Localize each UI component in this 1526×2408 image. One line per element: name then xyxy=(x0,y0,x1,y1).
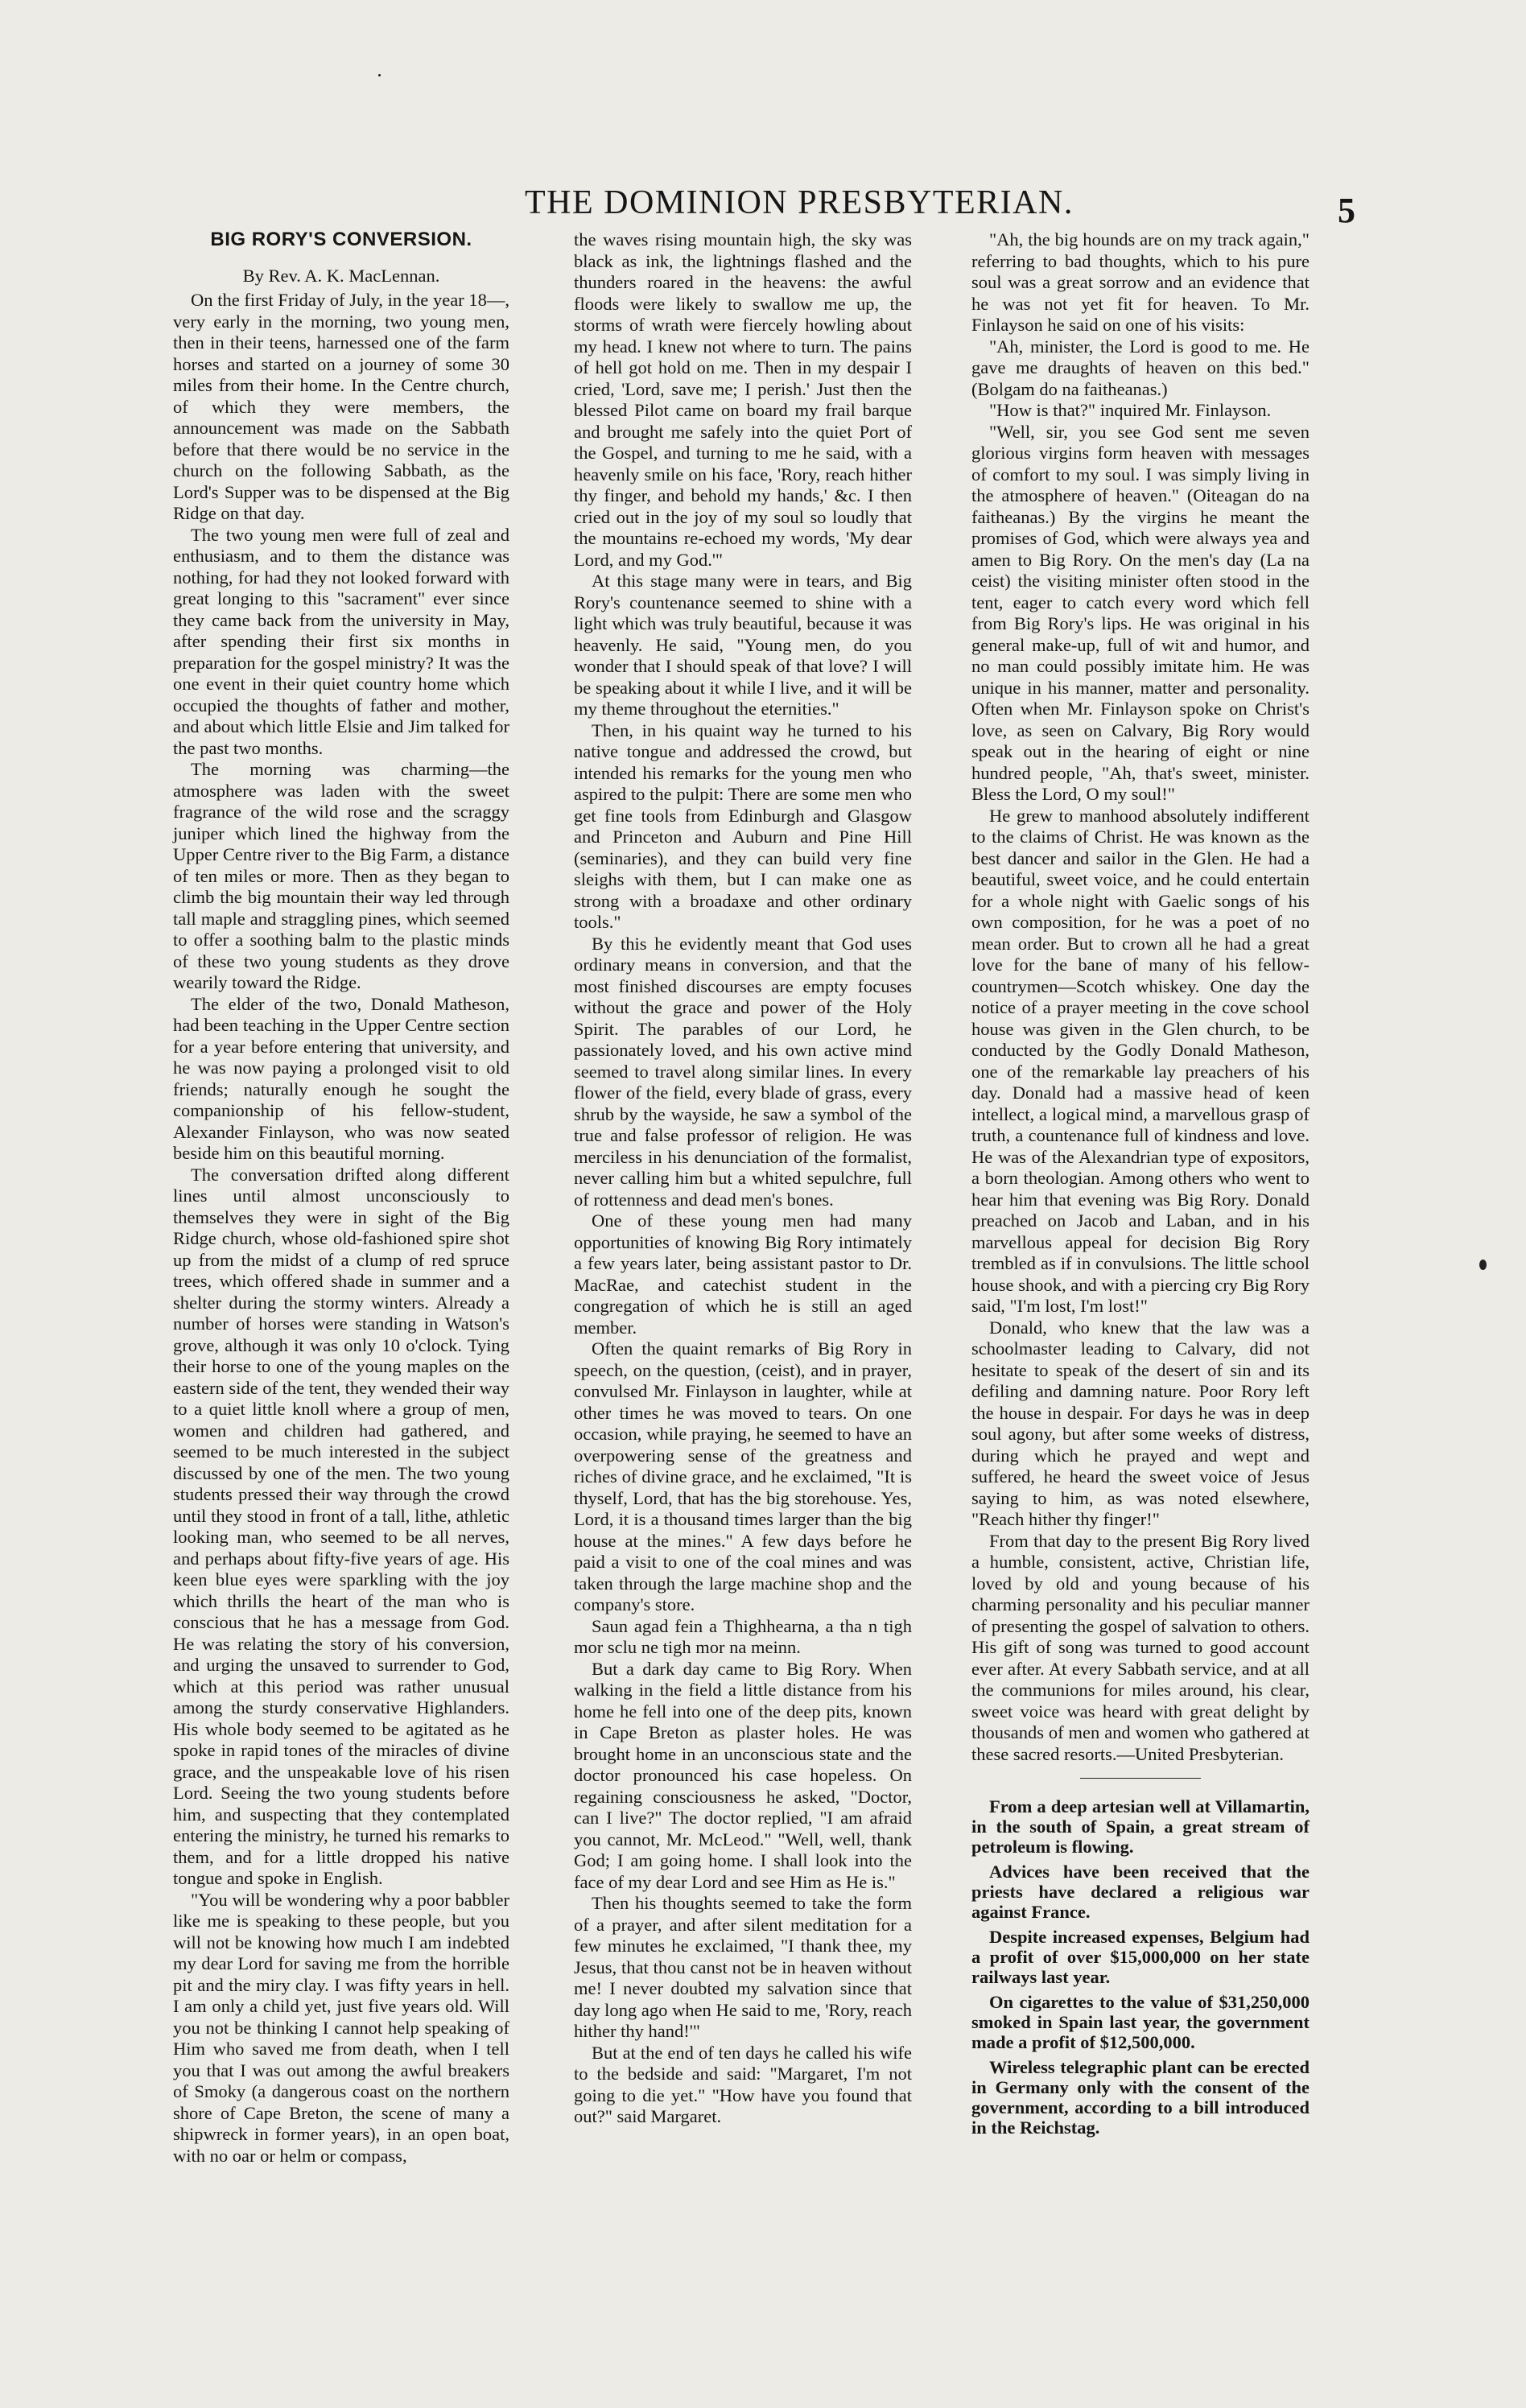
paragraph: But at the end of ten days he called his wife to the bedside and said: "Margaret, I'm not going to die yet." "How have you found that out?" said Margaret. xyxy=(574,2042,912,2126)
ink-speck xyxy=(378,74,381,76)
column-3 xyxy=(971,229,1309,2138)
section-divider xyxy=(1080,1778,1201,1779)
news-item: From a deep artesian well at Villamartin, in the south of Spain, a great stream of petroleum is flowing. xyxy=(971,1796,1309,1857)
news-item: Wireless telegraphic plant can be erected in Germany only with the consent of the government, according to a bill introduced in the Reichstag. xyxy=(971,2057,1309,2138)
paragraph: On the first Friday of July, in the year 18—, very early in the morning, two young men, then in their teens, harnessed one of the farm horses and started on a journey of some 30 miles from their home. In the Centre church, of which they were members, the announcement was made on the Sabbath before that there would be no service in the church on the following Sabbath, as the Lord's Supper was to be dispensed at the Big Ridge on that day. xyxy=(173,290,509,523)
column-2 xyxy=(574,229,912,2128)
paragraph: Then, in his quaint way he turned to his native tongue and addressed the crowd, but intended his remarks for the young men who aspired to the pulpit: There are some men who get fine tools from Edinburgh and Glasgow and Princeton and Auburn and Pine Hill (seminaries), and they can build very fine sleighs with them, but I can make one as strong with a broadaxe and other ordinary tools." xyxy=(574,720,912,932)
news-briefs xyxy=(971,1796,1309,2138)
paragraph: But a dark day came to Big Rory. When walking in the field a little distance from his home he fell into one of the deep pits, known in Cape Breton as plaster holes. He was brought home in an unconscious state and the doctor pronounced his case hopeless. On regaining consciousness he asked, "Doctor, can I live?" The doctor replied, "I am afraid you cannot, Mr. McLeod." "Well, well, thank God; I am going home. I shall look into the face of my dear Lord and see Him as He is." xyxy=(574,1658,912,1892)
gaelic-paragraph: Saun agad fein a Thighhearna, a tha n tigh mor sclu ne tigh mor na meinn. xyxy=(574,1615,912,1657)
paragraph: "Ah, minister, the Lord is good to me. He gave me draughts of heaven on this bed." (Bolgam do na faitheanas.) xyxy=(971,336,1309,399)
news-item: Despite increased expenses, Belgium had a profit of over $15,000,000 on her state railways last year. xyxy=(971,1927,1309,1987)
page-number: 5 xyxy=(1338,191,1355,230)
paragraph: The conversation drifted along different lines until almost unconsciously to themselves they were in sight of the Big Ridge church, whose old-fashioned spire shot up from the midst of a clump of red spruce trees, which offered shade in summer and a shelter during the stormy winters. Already a number of horses were standing in Watson's grove, although it was only 10 o'clock. Tying their horse to one of the young maples on the eastern side of the tent, they wended their way to a quiet little knoll where a group of men, women and children had gathered, and seemed to be much interested in the subject discussed by one of the men. The two young students pressed their way through the crowd until they stood in front of a tall, lithe, athletic looking man, who seemed to be all nerves, and perhaps about fifty-five years of age. His keen blue eyes were sparkling with the joy which thrills the heart of the man who is conscious that he has a message from God. He was relating the story of his conversion, and urging the unsaved to surrender to God, which at this period was rather unusual among the sturdy conservative Highlanders. His whole body seemed to be agitated as he spoke in rapid tones of the miracles of divine grace, and the unspeakable love of his risen Lord. Seeing the two young students before him, and suspecting that they contemplated entering the ministry, he turned his remarks to them, and for a little dropped his native tongue and spoke in English. xyxy=(173,1164,509,1888)
paragraph: Donald, who knew that the law was a schoolmaster leading to Calvary, did not hesitate to speak of the desert of sin and its defiling and damning nature. Poor Rory left the house in despair. For days he was in deep soul agony, but after some weeks of distress, during which he prayed and wept and suffered, he heard the sweet voice of Jesus saying to him, as was noted elsewhere, "Reach hither thy finger!" xyxy=(971,1317,1309,1529)
paragraph: The elder of the two, Donald Matheson, had been teaching in the Upper Centre section for a year before entering that university, and he was now paying a prolonged visit to old friends; naturally enough he sought the companionship of his fellow-student, Alexander Finlayson, who was now seated beside him on this beautiful morning. xyxy=(173,993,509,1163)
column-1 xyxy=(173,229,509,2167)
paragraph: The morning was charming—the atmosphere was laden with the sweet fragrance of the wild rose and the scraggy juniper which lined the highway from the Upper Centre river to the Big Farm, a distance of ten miles or more. Then as they began to climb the big mountain their way led through tall maple and straggling pines, which seemed to offer a soothing balm to the plastic minds of these two young students as they drove wearily toward the Ridge. xyxy=(173,759,509,992)
article-title: BIG RORY'S CONVERSION. xyxy=(210,229,472,250)
paragraph: He grew to manhood absolutely indifferent to the claims of Christ. He was known as the best dancer and sailor in the Glen. He had a beautiful, sweet voice, and he could entertain for a whole night with Gaelic songs of his own composition, for he was a poet of no mean order. But to crown all he had a great love for the bane of many of his fellow-countrymen—Scotch whiskey. One day the notice of a prayer meeting in the cove school house was given in the Glen church, to be conducted by the Godly Donald Matheson, one of the remarkable lay preachers of his day. Donald had a massive head of keen intellect, a logical mind, a marvellous grasp of truth, a countenance full of kindness and love. He was of the Alexandrian type of expositors, a born theologian. Among others who went to hear him that evening was Big Rory. Donald preached on Jacob and Laban, and in his marvellous appeal for decision Big Rory trembled as if in convulsions. The little school house shook, and with a piercing cry Big Rory said, "I'm lost, I'm lost!" xyxy=(971,805,1309,1316)
paragraph: the waves rising mountain high, the sky was black as ink, the lightnings flashed and the thunders roared in the heavens: the awful floods were likely to swallow me up, the storms of wrath were fiercely howling about my head. I knew not where to turn. The pains of hell got hold on me. Then in my despair I cried, 'Lord, save me; I perish.' Just then the blessed Pilot came on board my frail barque and brought me safely into the quiet Port of the Gospel, and turning to me he said, with a heavenly smile on his face, 'Rory, reach hither thy finger, and behold my hands,' &c. I then cried out in the joy of my soul so loudly that the mountains re-echoed my words, 'My dear Lord, and my God.'" xyxy=(574,229,912,570)
paragraph: Then his thoughts seemed to take the form of a prayer, and after silent meditation for a few minutes he exclaimed, "I thank thee, my Jesus, that thou canst not be in heaven without me! I never doubted my salvation since that day long ago when He said to me, 'Rory, reach hither thy hand!'" xyxy=(574,1893,912,2041)
paragraph: "Well, sir, you see God sent me seven glorious virgins form heaven with messages of comfort to my soul. I was simply living in the atmosphere of heaven." (Oiteagan do na faitheanas.) By the virgins he meant the promises of God, which were always yea and amen to Big Rory. On the men's day (La na ceist) the visiting minister often stood in the tent, eager to catch every word which fell from Big Rory's lips. He was original in his general make-up, full of wit and humor, and no man could possibly imitate him. He was unique in his manner, matter and personality. Often when Mr. Finlayson spoke on Christ's love, as seen on Calvary, Big Rory would speak out in the hearing of eight or nine hundred people, "Ah, that's sweet, minister. Bless the Lord, O my soul!" xyxy=(971,421,1309,804)
news-item: Advices have been received that the priests have declared a religious war against France. xyxy=(971,1862,1309,1922)
article-byline: By Rev. A. K. MacLennan. xyxy=(242,265,440,286)
masthead-title: THE DOMINION PRESBYTERIAN. xyxy=(525,184,1074,221)
ink-speck xyxy=(1479,1260,1487,1270)
paragraph: One of these young men had many opportunities of knowing Big Rory intimately a few years later, being assistant pastor to Dr. MacRae, and catechist student in the congregation of which he is still an aged member. xyxy=(574,1210,912,1338)
paragraph: The two young men were full of zeal and enthusiasm, and to them the distance was nothing, for had they not looked forward with great longing to this "sacrament" ever since they came back from the university in May, after spending their first six months in preparation for the gospel ministry? It was the one event in their quiet country home which occupied the thoughts of father and mother, and about which little Elsie and Jim talked for the past two months. xyxy=(173,524,509,758)
paragraph: "Ah, the big hounds are on my track again," referring to bad thoughts, which to his pure soul was a great sorrow and an evidence that he was not yet fit for heaven. To Mr. Finlayson he said on one of his visits: xyxy=(971,229,1309,335)
paragraph: By this he evidently meant that God uses ordinary means in conversion, and that the most finished discourses are empty focuses without the grace and power of the Holy Spirit. The parables of our Lord, he passionately loved, and his own active mind seemed to travel along similar lines. In every flower of the field, every blade of grass, every shrub by the wayside, he saw a symbol of the true and false professor of religion. He was merciless in his denunciation of the formalist, never calling him but a whited sepulchre, full of rottenness and dead men's bones. xyxy=(574,933,912,1210)
paragraph: "You will be wondering why a poor babbler like me is speaking to these people, but you will not be knowing how much I am indebted my dear Lord for saving me from the horrible pit and the miry clay. I was fifty years in hell. I am only a child yet, just five years old. Will you not be thinking I cannot help speaking of Him who saved me from death, when I tell you that I was out among the awful breakers of Smoky (a dangerous coast on the northern shore of Cape Breton, the scene of many a shipwreck in former years), in an open boat, with no oar or helm or compass, xyxy=(173,1889,509,2166)
news-item: On cigarettes to the value of $31,250,000 smoked in Spain last year, the government made a profit of $12,500,000. xyxy=(971,1992,1309,2052)
paragraph: "How is that?" inquired Mr. Finlayson. xyxy=(989,400,1272,420)
paragraph: At this stage many were in tears, and Big Rory's countenance seemed to shine with a light which was truly beautiful, because it was heavenly. He said, "Young men, do you wonder that I should speak of that love? I will be speaking about it while I live, and it will be my theme throughout the eternities." xyxy=(574,571,912,719)
paragraph: Often the quaint remarks of Big Rory in speech, on the question, (ceist), and in prayer, convulsed Mr. Finlayson in laughter, while at other times he was moved to tears. On one occasion, while praying, he seemed to have an overpowering sense of the greatness and riches of divine grace, and he exclaimed, "It is thyself, Lord, that has the big storehouse. Yes, Lord, it is a thousand times larger than the big house at the mines." A few days before he paid a visit to one of the coal mines and was taken through the large machine shop and the company's store. xyxy=(574,1338,912,1614)
paragraph: From that day to the present Big Rory lived a humble, consistent, active, Christian life, loved by old and young because of his charming personality and his peculiar manner of presenting the gospel of salvation to others. His gift of song was turned to good account ever after. At every Sabbath service, and at all the communions for miles around, his clear, sweet voice was heard with great delight by thousands of men and women who gathered at these sacred resorts.—United Presbyterian. xyxy=(971,1530,1309,1764)
